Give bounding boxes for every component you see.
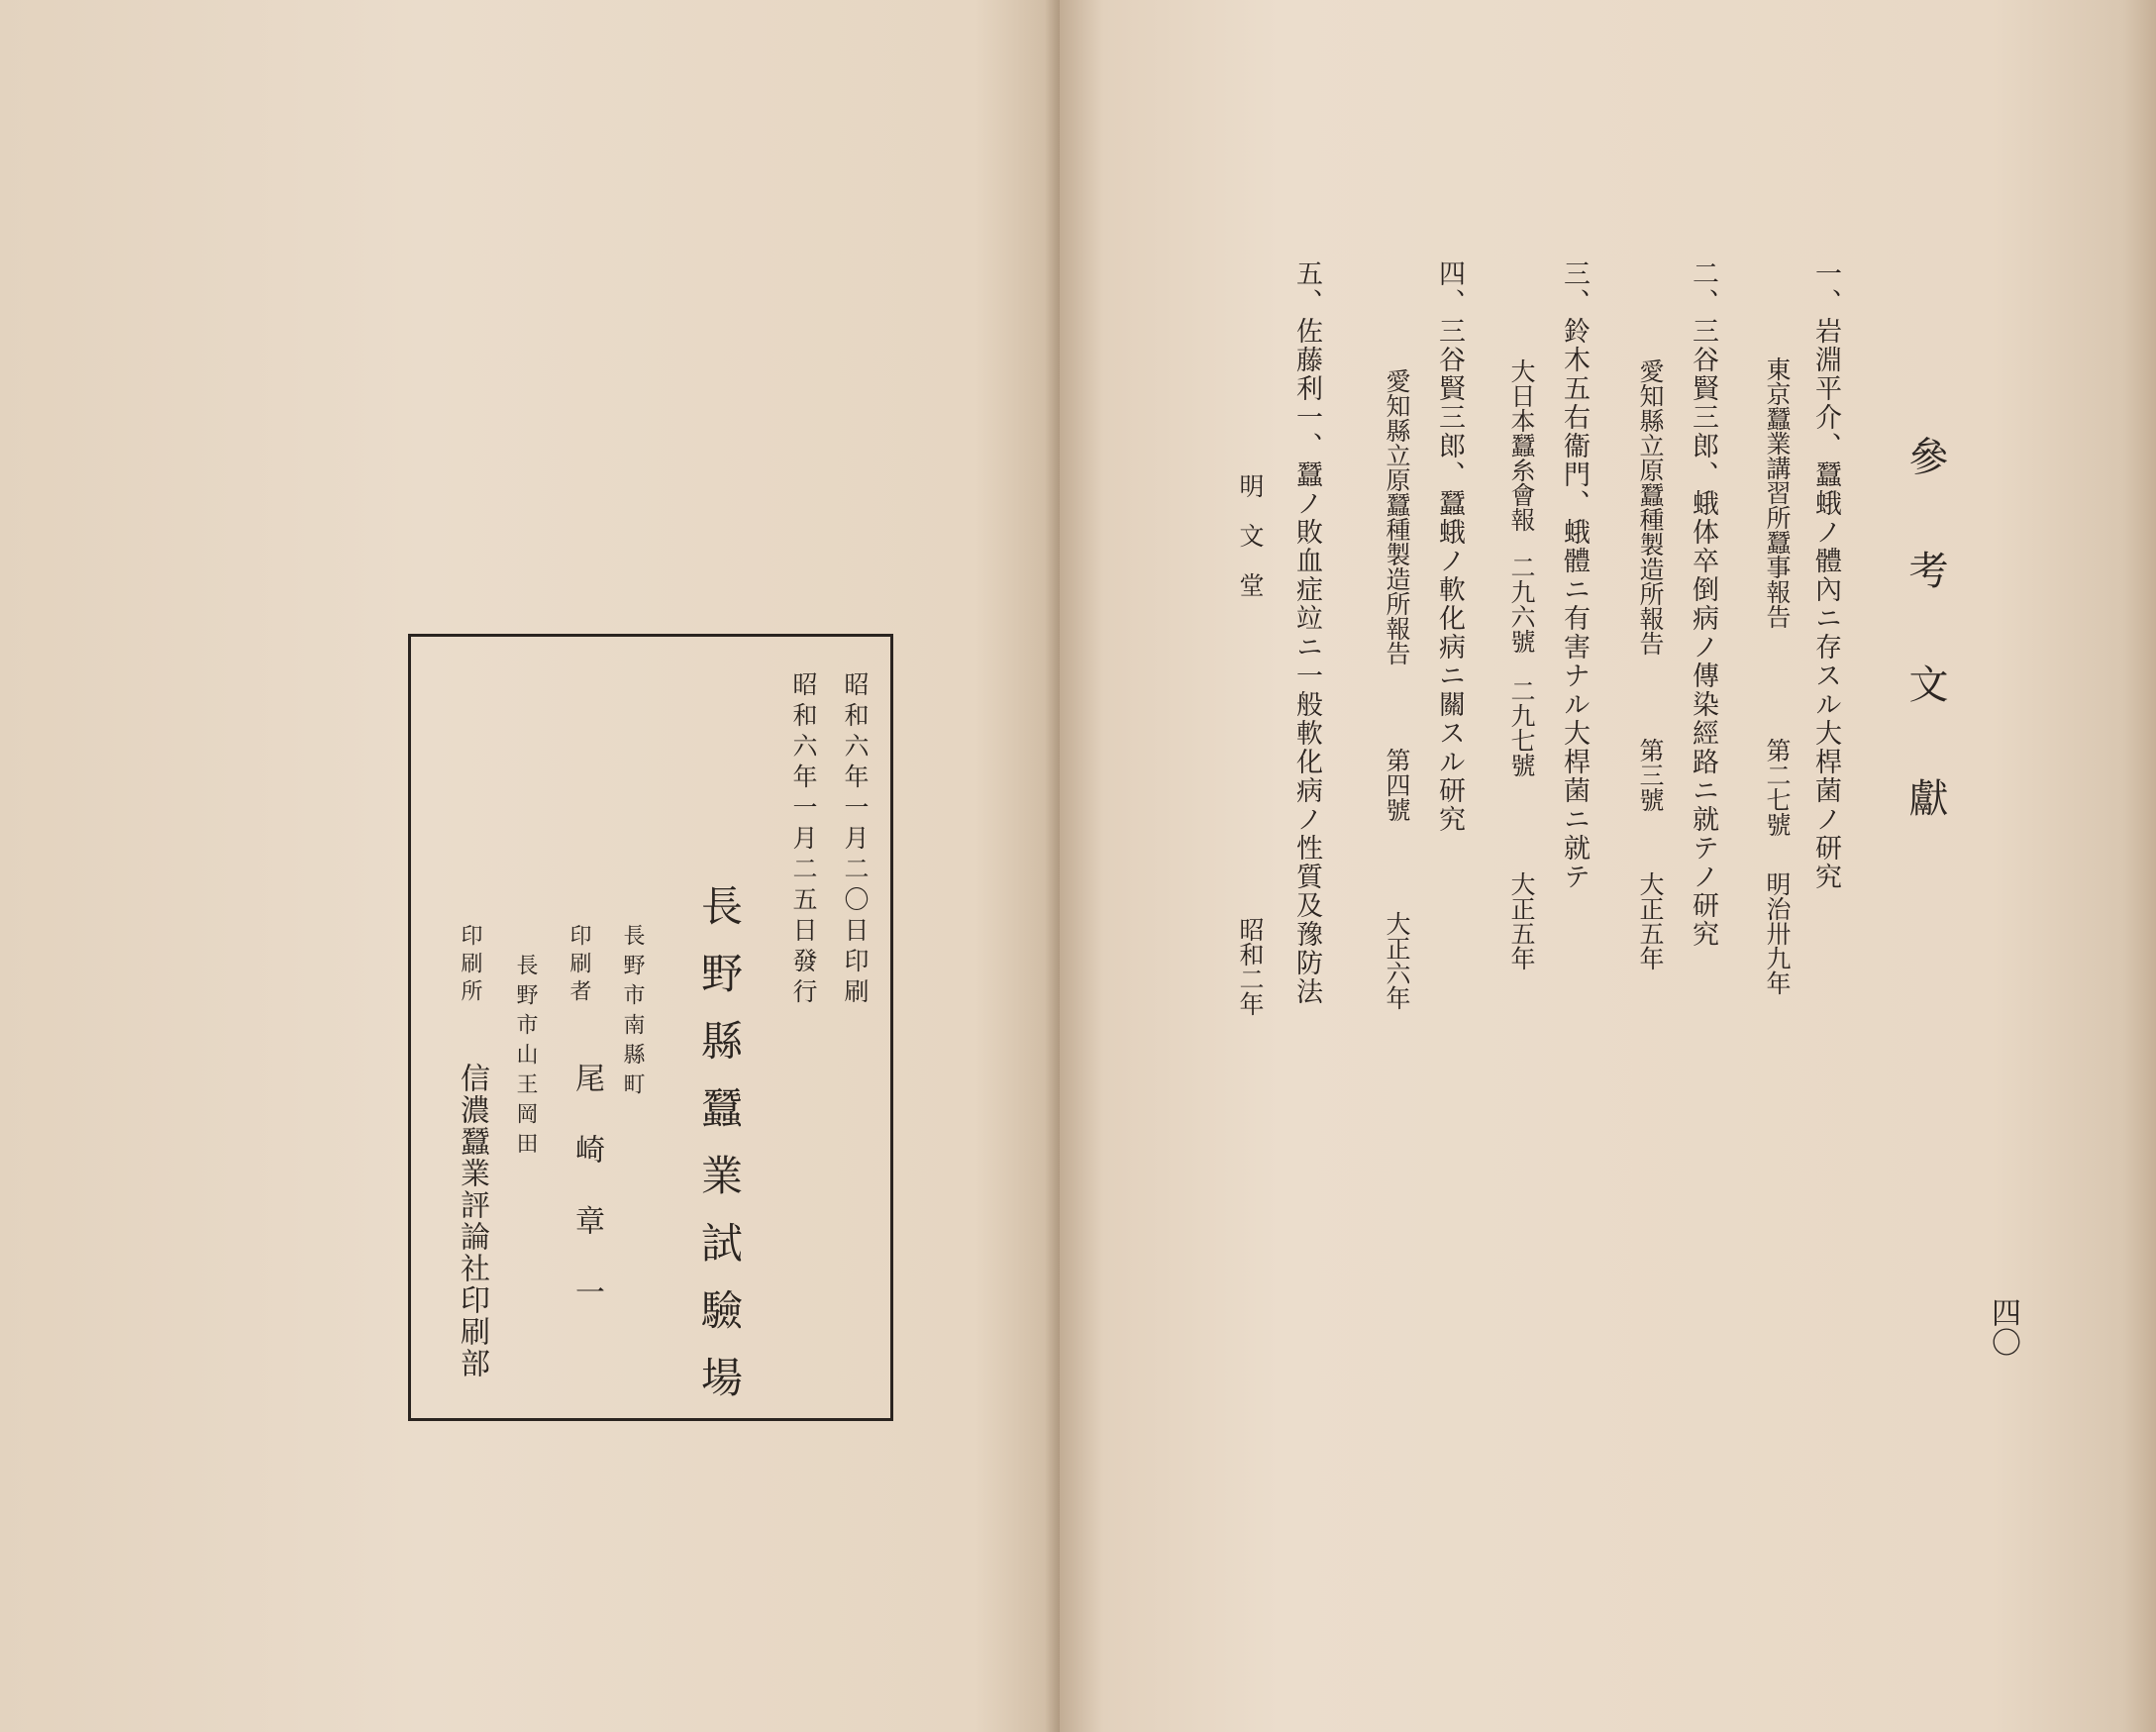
colophon-press-address: 長野市山王岡田 bbox=[513, 954, 538, 1162]
colophon-publisher: 長野縣蠶業試驗場 bbox=[695, 884, 744, 1423]
colophon bbox=[408, 634, 893, 1421]
colophon-press-name: 信濃蠶業評論社印刷部 bbox=[455, 1063, 489, 1379]
references-heading: 參考文獻 bbox=[1902, 436, 1948, 891]
reference-3-issue: 二九六號 二九七號 bbox=[1507, 555, 1536, 777]
reference-5-title: 五、佐藤利一、蠶ノ敗血症竝ニ一般軟化病ノ性質及豫防法 bbox=[1291, 259, 1322, 1006]
reference-1-title: 一、岩淵平介、蠶蛾ノ體內ニ存スル大桿菌ノ研究 bbox=[1810, 259, 1841, 891]
reference-5-source: 明 文 堂 bbox=[1236, 473, 1265, 597]
reference-1-issue: 第二七號 bbox=[1763, 738, 1792, 837]
right-page bbox=[1060, 0, 2156, 1732]
reference-4-title: 四、三谷賢三郎、蠶蛾ノ軟化病ニ關スル研究 bbox=[1434, 259, 1465, 834]
reference-3-source: 大日本蠶糸會報 bbox=[1507, 358, 1536, 532]
colophon-issued-date: 昭和六年一月二五日發行 bbox=[789, 671, 818, 1009]
colophon-printer-name: 尾 崎 章 一 bbox=[569, 1063, 604, 1312]
reference-1-year: 明治卅九年 bbox=[1763, 871, 1792, 995]
colophon-press-label: 印刷所 bbox=[458, 924, 482, 1007]
reference-2-source: 愛知縣立原蠶種製造所報告 bbox=[1636, 358, 1665, 656]
colophon-printer-label: 印刷者 bbox=[566, 924, 591, 1007]
reference-2-year: 大正五年 bbox=[1636, 871, 1665, 970]
colophon-printer-address: 長野市南縣町 bbox=[620, 924, 645, 1102]
left-page bbox=[0, 0, 1060, 1732]
page-number: 四〇 bbox=[1986, 1297, 2020, 1357]
reference-2-title: 二、三谷賢三郎、蛾体卒倒病ノ傳染經路ニ就テノ研究 bbox=[1688, 259, 1718, 949]
reference-1-source: 東京蠶業講習所蠶事報告 bbox=[1763, 357, 1792, 629]
reference-5-year: 昭和二年 bbox=[1236, 917, 1265, 1016]
reference-3-title: 三、鈴木五右衞門、蛾體ニ有害ナル大桿菌ニ就テ bbox=[1559, 259, 1590, 891]
reference-4-source: 愛知縣立原蠶種製造所報告 bbox=[1383, 368, 1411, 665]
colophon-printed-date: 昭和六年一月二〇日印刷 bbox=[841, 671, 870, 1009]
reference-4-year: 大正六年 bbox=[1383, 911, 1411, 1010]
reference-2-issue: 第三號 bbox=[1636, 738, 1665, 812]
reference-4-issue: 第四號 bbox=[1383, 748, 1411, 822]
reference-3-year: 大正五年 bbox=[1507, 871, 1536, 970]
